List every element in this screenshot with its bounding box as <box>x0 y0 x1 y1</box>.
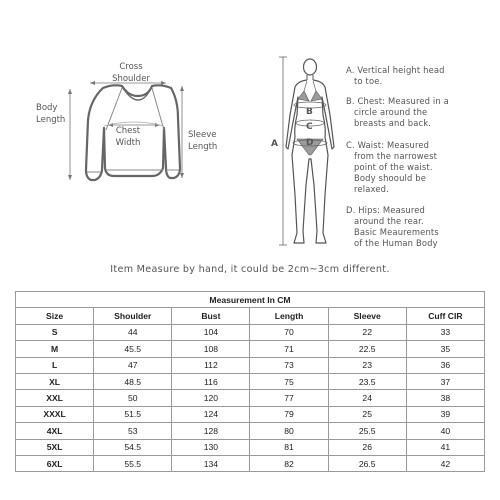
table-cell: 54.5 <box>94 439 172 455</box>
legend-line: breasts and back. <box>354 118 432 128</box>
legend-line: Basic Meaurements <box>354 227 439 237</box>
cross-shoulder-label <box>106 62 156 84</box>
legend-line: circle around the <box>354 107 428 117</box>
legend-line: to toe. <box>354 76 383 86</box>
table-row <box>16 455 485 471</box>
column-header: Size <box>16 308 94 324</box>
size-cell: XXXL <box>16 406 94 422</box>
chest-width-label <box>108 126 148 148</box>
measure-letter-b: B <box>306 107 313 117</box>
table-cell: 108 <box>172 341 250 357</box>
table-cell: 116 <box>172 373 250 389</box>
sleeve-length-line1: Sleeve <box>188 130 217 140</box>
legend-line: from the narrowest <box>354 151 438 161</box>
table-row <box>16 439 485 455</box>
table-cell: 82 <box>250 455 328 471</box>
table-cell: 23 <box>328 357 406 373</box>
column-header: Cuff CIR <box>406 308 484 324</box>
size-cell: XXL <box>16 390 94 406</box>
table-row <box>16 390 485 406</box>
table-row <box>16 357 485 373</box>
table-cell: 44 <box>94 324 172 340</box>
cross-shoulder-line2: Shoulder <box>112 73 150 84</box>
table-cell: 25 <box>328 406 406 422</box>
measure-letter-a: A <box>271 139 278 149</box>
size-table <box>15 291 485 472</box>
column-header: Length <box>250 308 328 324</box>
legend-line: relaxed. <box>354 184 389 194</box>
sleeve-length-label <box>188 130 217 152</box>
table-row <box>16 406 485 422</box>
legend-line: point of the waist. <box>354 162 433 172</box>
table-cell: 134 <box>172 455 250 471</box>
table-cell: 24 <box>328 390 406 406</box>
table-cell: 120 <box>172 390 250 406</box>
table-cell: 53 <box>94 423 172 439</box>
table-cell: 130 <box>172 439 250 455</box>
legend-line: Body shoould be <box>354 173 427 183</box>
table-cell: 26 <box>328 439 406 455</box>
table-title: Measurement In CM <box>16 292 485 308</box>
table-cell: 22.5 <box>328 341 406 357</box>
legend-line: A. Vertical height head <box>346 65 445 75</box>
table-cell: 35 <box>406 341 484 357</box>
table-cell: 51.5 <box>94 406 172 422</box>
table-cell: 23.5 <box>328 373 406 389</box>
table-cell: 25.5 <box>328 423 406 439</box>
size-cell: 5XL <box>16 439 94 455</box>
legend-line: around the rear. <box>354 216 424 226</box>
table-cell: 42 <box>406 455 484 471</box>
table-cell: 39 <box>406 406 484 422</box>
table-cell: 73 <box>250 357 328 373</box>
table-cell: 71 <box>250 341 328 357</box>
sleeve-length-line2: Length <box>188 141 218 152</box>
table-cell: 80 <box>250 423 328 439</box>
size-cell: S <box>16 324 94 340</box>
sweater-illustration <box>0 0 240 200</box>
table-cell: 124 <box>172 406 250 422</box>
table-cell: 48.5 <box>94 373 172 389</box>
table-row <box>16 373 485 389</box>
table-cell: 26.5 <box>328 455 406 471</box>
legend-line: of the Human Body <box>354 238 438 248</box>
size-cell: L <box>16 357 94 373</box>
legend-line: C. Waist: Measured <box>346 140 430 150</box>
table-header-row <box>16 308 485 324</box>
column-header: Bust <box>172 308 250 324</box>
table-cell: 79 <box>250 406 328 422</box>
body-length-line1: Body <box>36 103 58 113</box>
table-cell: 50 <box>94 390 172 406</box>
size-cell: M <box>16 341 94 357</box>
legend-line: B. Chest: Measured in a <box>346 96 449 106</box>
table-cell: 33 <box>406 324 484 340</box>
table-row <box>16 423 485 439</box>
table-cell: 47 <box>94 357 172 373</box>
chest-width-line1: Chest <box>115 126 141 136</box>
table-cell: 38 <box>406 390 484 406</box>
table-cell: 75 <box>250 373 328 389</box>
measurement-note: Item Measure by hand, it could be 2cm~3cm different. <box>110 264 390 275</box>
table-cell: 112 <box>172 357 250 373</box>
table-cell: 22 <box>328 324 406 340</box>
body-length-line2: Length <box>36 114 66 125</box>
size-cell: 4XL <box>16 423 94 439</box>
chest-width-line2: Width <box>115 137 141 148</box>
legend-line: D. Hips: Measured <box>346 205 426 215</box>
size-cell: 6XL <box>16 455 94 471</box>
table-cell: 128 <box>172 423 250 439</box>
table-cell: 37 <box>406 373 484 389</box>
table-cell: 45.5 <box>94 341 172 357</box>
measure-letter-c: C <box>306 122 313 132</box>
table-cell: 77 <box>250 390 328 406</box>
body-length-label <box>36 103 65 125</box>
table-cell: 70 <box>250 324 328 340</box>
measure-letter-d: D <box>306 138 314 148</box>
column-header: Shoulder <box>94 308 172 324</box>
table-cell: 41 <box>406 439 484 455</box>
table-cell: 55.5 <box>94 455 172 471</box>
table-cell: 104 <box>172 324 250 340</box>
table-title-row <box>16 292 485 308</box>
table-row <box>16 324 485 340</box>
column-header: Sleeve <box>328 308 406 324</box>
table-row <box>16 341 485 357</box>
size-cell: XL <box>16 373 94 389</box>
table-body <box>16 324 485 472</box>
cross-shoulder-line1: Cross <box>119 62 143 72</box>
table-cell: 40 <box>406 423 484 439</box>
table-cell: 81 <box>250 439 328 455</box>
human-body-illustration <box>270 55 345 260</box>
table-cell: 36 <box>406 357 484 373</box>
